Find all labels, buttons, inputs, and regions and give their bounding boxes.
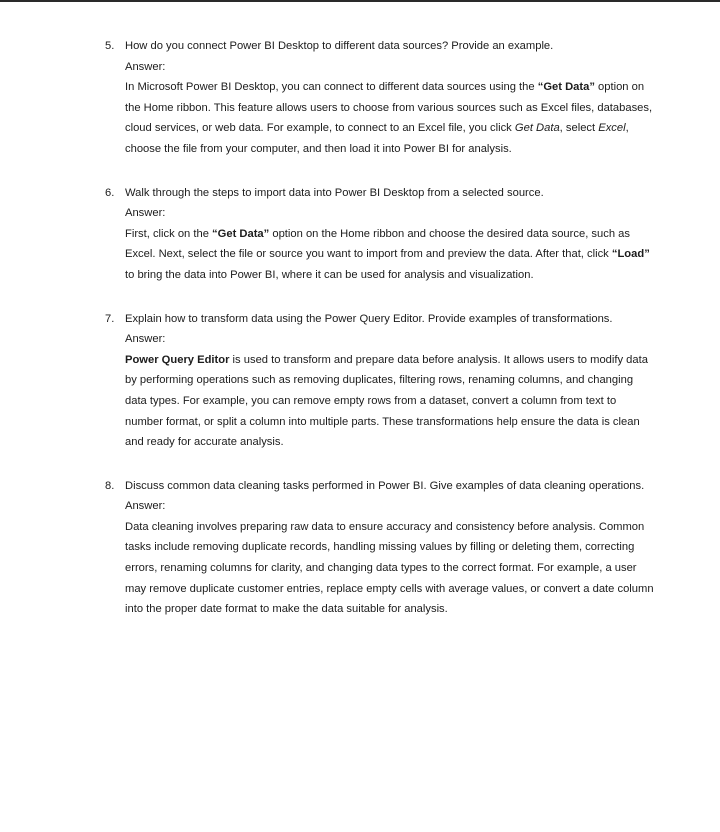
answer-text-run: option on the Home ribbon and choose the desired data source, such as Excel. Next, select the file or source you want to import from and preview the data. After that, click <box>125 227 630 261</box>
answer-text-run: option on the Home ribbon. This feature allows users to choose from various sources such as Excel files, databases, cloud services, or web data. For example, to connect to an Excel file, you click <box>125 81 653 135</box>
answer-label: Answer: <box>125 207 166 220</box>
question-number: 6. <box>105 186 115 199</box>
question-text: How do you connect Power BI Desktop to different data sources? Provide an example. <box>125 40 554 52</box>
top-border-line <box>0 0 720 2</box>
answer-text-run: First, click on the <box>125 227 213 240</box>
question-number: 5. <box>105 40 115 52</box>
question-block <box>105 476 657 620</box>
question-block <box>105 36 657 160</box>
answer-bold-run: Power Query Editor <box>125 353 230 366</box>
answer-label: Answer: <box>125 60 166 73</box>
answer-text-run: , choose the file from your computer, and then load it into Power BI for analysis. <box>125 122 629 155</box>
answer-bold-run: “Load” <box>611 248 650 261</box>
answer-text <box>125 517 657 620</box>
answer-bold-run: “Get Data” <box>537 81 595 94</box>
answer-text-run: Data cleaning involves preparing raw data to ensure accuracy and consistency before analysis. Common tasks include removing duplicate records, handling missing values by filling or deleting them, correcting errors, renaming columns for clarity, and changing data types to the correct format. For example, a user may remove duplicate customer entries, replace empty cells with average values, or convert a date column into the proper date format to make the data suitable for analysis. <box>125 520 654 616</box>
answer-bold-run: “Get Data” <box>212 227 270 240</box>
question-text: Explain how to transform data using the Power Query Editor. Provide examples of transformations. <box>125 312 613 325</box>
answer-label: Answer: <box>125 333 166 346</box>
answer-text <box>125 77 657 159</box>
question-block <box>105 309 657 453</box>
question-text: Discuss common data cleaning tasks performed in Power BI. Give examples of data cleaning operations. <box>125 479 645 492</box>
answer-italic-run: Excel <box>598 122 626 135</box>
question-number: 7. <box>105 312 115 325</box>
answer-text-run: , select <box>559 122 599 135</box>
question-text: Walk through the steps to import data into Power BI Desktop from a selected source. <box>125 186 544 199</box>
document-page <box>0 36 720 643</box>
answer-text <box>125 350 657 453</box>
answer-text-run: In Microsoft Power BI Desktop, you can connect to different data sources using the <box>125 81 538 94</box>
answer-text <box>125 224 657 286</box>
answer-label: Answer: <box>125 500 166 513</box>
answer-text-run: to bring the data into Power BI, where it can be used for analysis and visualization. <box>125 268 534 281</box>
question-number: 8. <box>105 479 115 492</box>
answer-text-run: is used to transform and prepare data before analysis. It allows users to modify data by performing operations such as removing duplicates, filtering rows, renaming columns, and changing data types. For example, you can remove empty rows from a dataset, convert a column from text to number format, or split a column into multiple parts. These transformations help ensure the data is clean and ready for accurate analysis. <box>125 353 648 449</box>
answer-italic-run: Get Data <box>514 122 560 135</box>
question-block <box>105 183 657 286</box>
